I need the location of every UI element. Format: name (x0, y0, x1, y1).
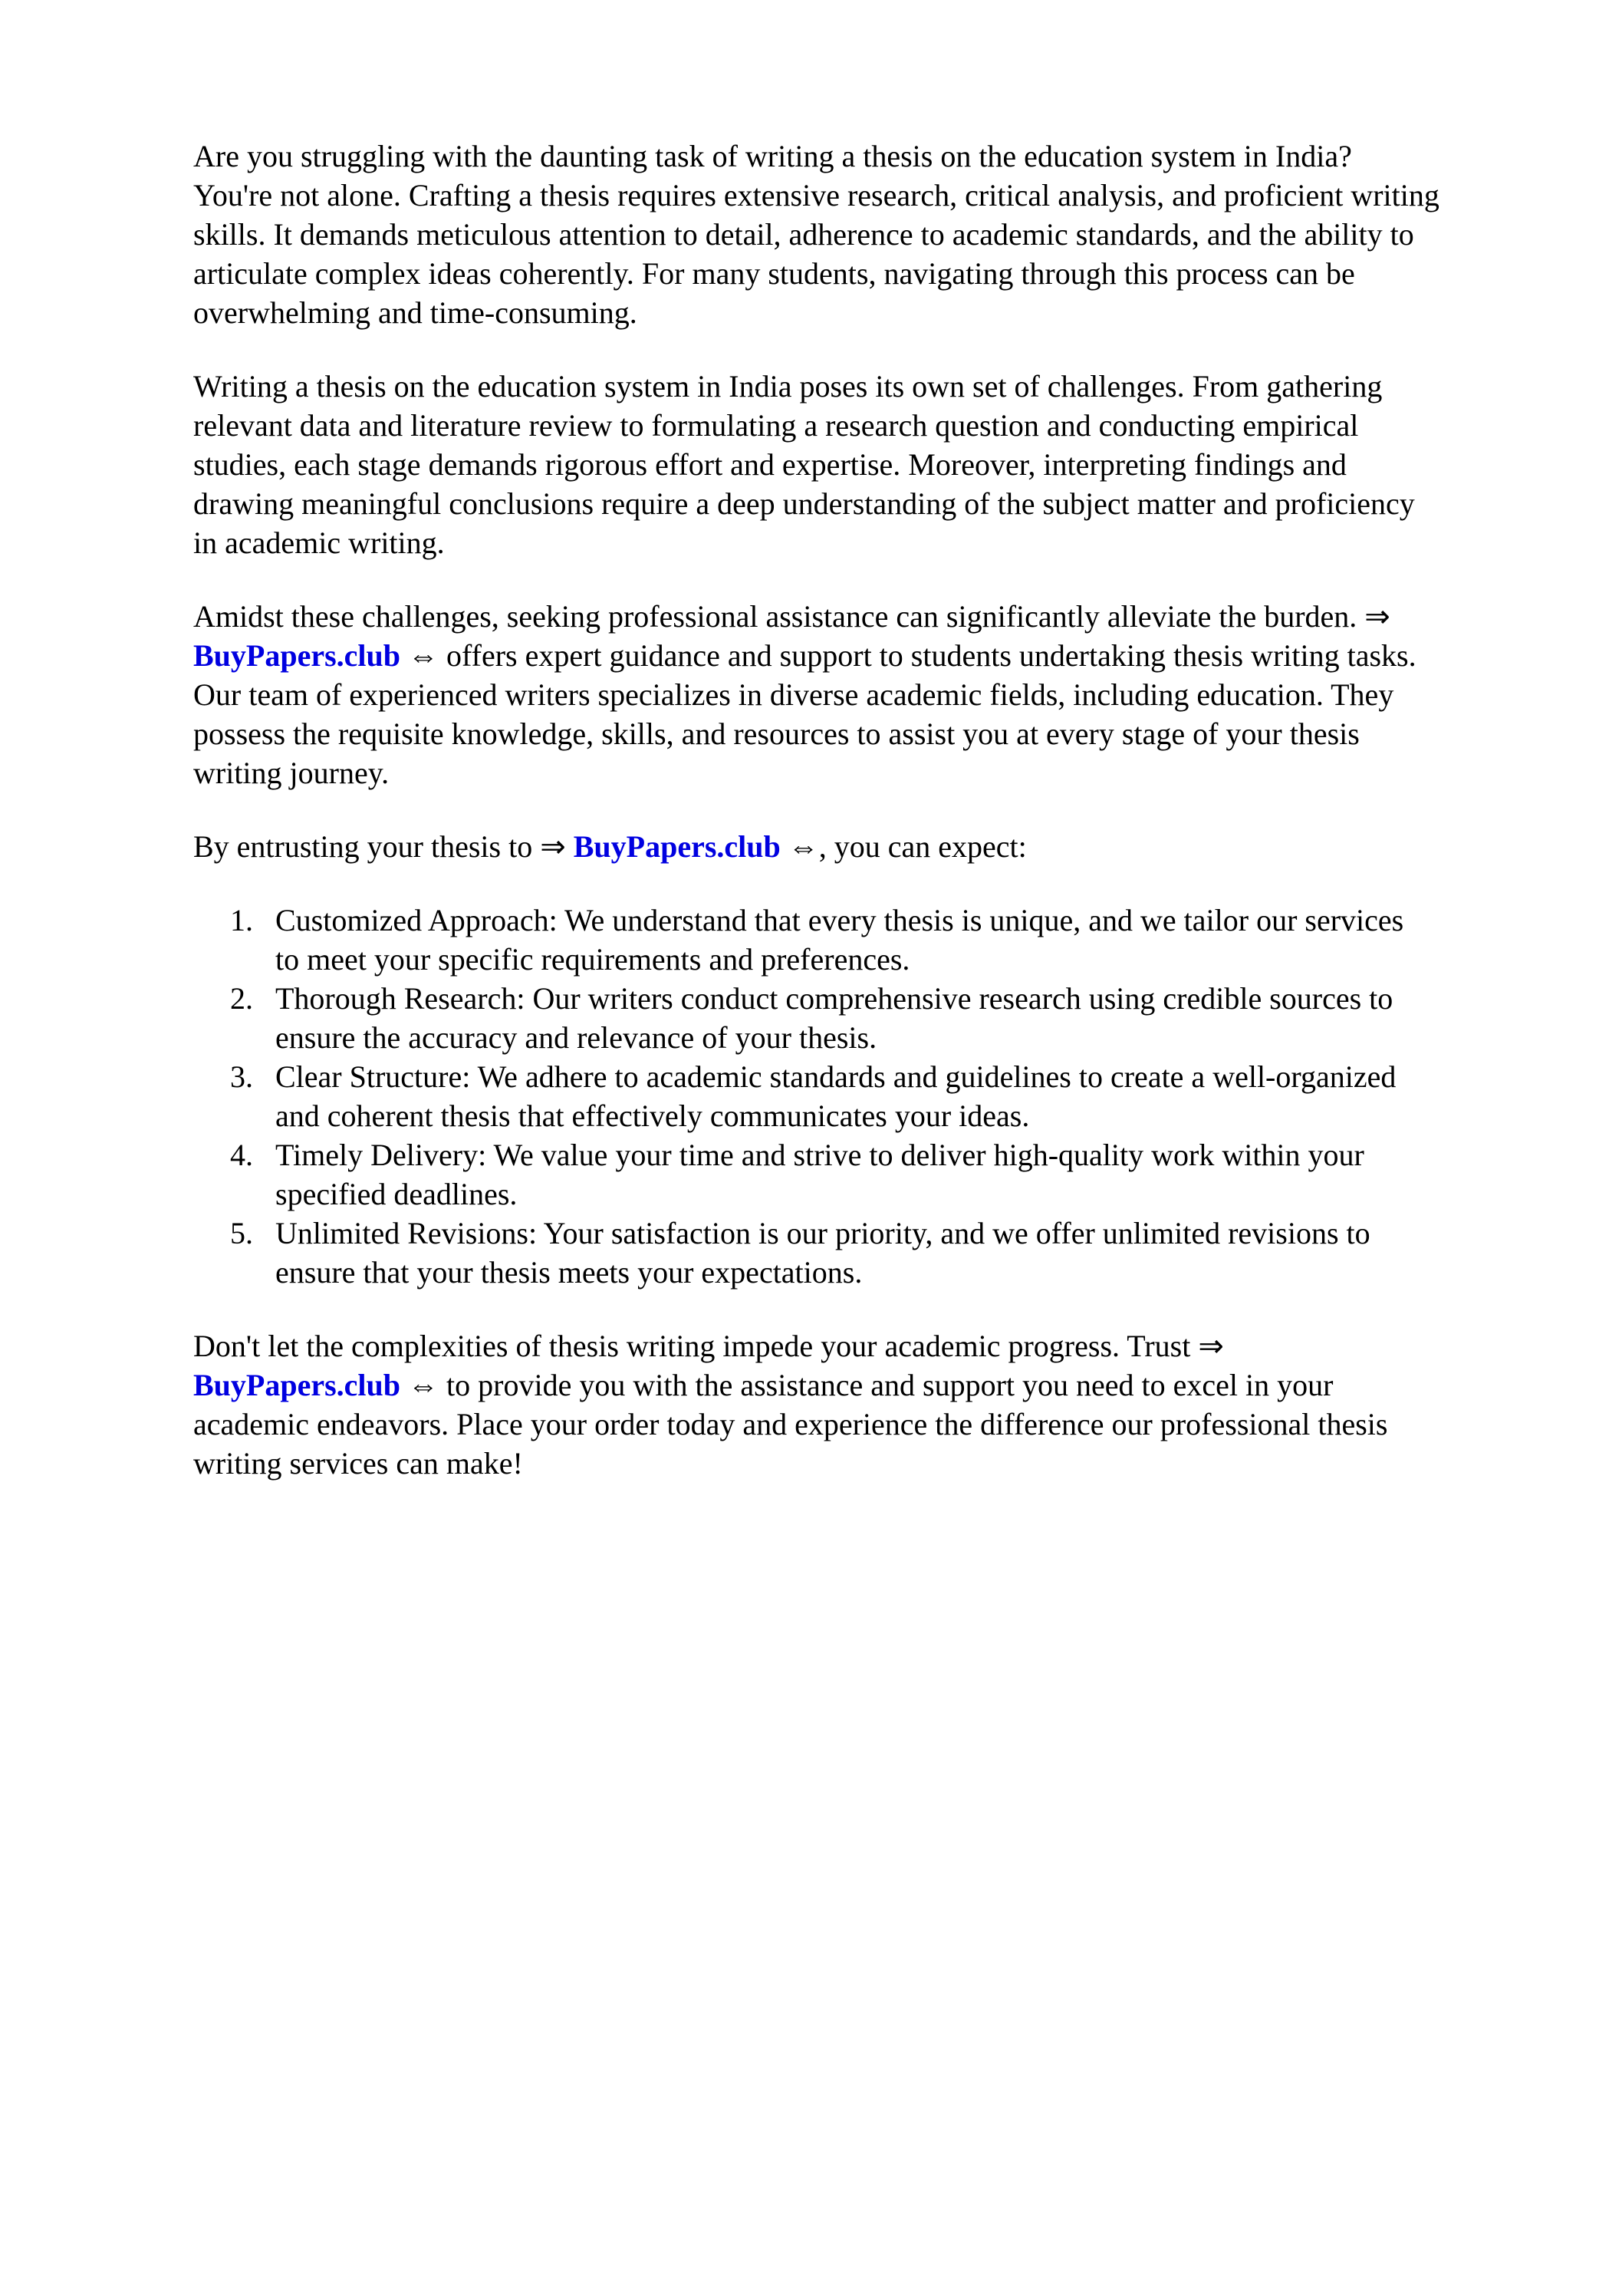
text-line: Unlimited Revisions: Your satisfaction is our priority, and we offer unlimited revisions to (275, 1216, 1370, 1250)
paragraph (193, 597, 1558, 792)
paragraph (193, 827, 1558, 866)
text-line (193, 254, 1558, 293)
text-segment: relevant data and literature review to formulating a research question and conducting empirical (193, 408, 1359, 443)
text-line (193, 137, 1558, 176)
intro-paragraphs (193, 137, 1558, 866)
text-line (193, 636, 1558, 675)
text-segment: You're not alone. Crafting a thesis requires extensive research, critical analysis, and proficient writing (193, 178, 1439, 212)
buypapers-link[interactable]: BuyPapers.club (193, 1368, 401, 1402)
list-number: 5. (230, 1216, 253, 1250)
text-segment: drawing meaningful conclusions require a deep understanding of the subject matter and proficiency (193, 486, 1415, 521)
text-line (193, 1405, 1558, 1444)
text-line (193, 675, 1558, 714)
list-item (193, 1057, 1558, 1135)
text-segment: studies, each stage demands rigorous effort and expertise. Moreover, interpreting findings and (193, 447, 1347, 482)
text-line: ensure that your thesis meets your expectations. (275, 1255, 863, 1290)
text-line (193, 1365, 1558, 1405)
text-line (193, 523, 1558, 562)
text-segment: overwhelming and time-consuming. (193, 295, 637, 330)
closing-paragraphs (193, 1326, 1558, 1483)
paragraph (193, 1326, 1558, 1483)
text-line: to meet your specific requirements and preferences. (275, 942, 910, 977)
buypapers-link[interactable]: BuyPapers.club (573, 829, 781, 864)
text-line (193, 367, 1558, 406)
list-number: 2. (230, 981, 253, 1016)
text-segment: Our team of experienced writers specializes in diverse academic fields, including education. They (193, 677, 1394, 712)
text-segment: Don't let the complexities of thesis writing impede your academic progress. Trust ⇒ (193, 1329, 1224, 1363)
text-segment: possess the requisite knowledge, skills, and resources to assist you at every stage of your thesis (193, 716, 1360, 751)
list-item (193, 1214, 1558, 1292)
text-line (193, 293, 1558, 332)
text-line: Timely Delivery: We value your time and strive to deliver high-quality work within your (275, 1138, 1364, 1172)
text-segment: articulate complex ideas coherently. For many students, navigating through this process can be (193, 256, 1355, 291)
text-line: Thorough Research: Our writers conduct comprehensive research using credible sources to (275, 981, 1393, 1016)
list-item (193, 979, 1558, 1057)
benefits-list (193, 901, 1558, 1292)
document-body (193, 137, 1558, 1517)
text-line: specified deadlines. (275, 1177, 518, 1211)
text-line (193, 176, 1558, 215)
text-line: Customized Approach: We understand that every thesis is unique, and we tailor our services (275, 903, 1404, 937)
text-segment: skills. It demands meticulous attention to detail, adherence to academic standards, and the ability to (193, 217, 1414, 252)
text-line (193, 1326, 1558, 1365)
list-number: 1. (230, 903, 253, 937)
text-segment: writing services can make! (193, 1446, 523, 1481)
list-item (193, 901, 1558, 979)
text-segment: in academic writing. (193, 525, 445, 560)
text-line: and coherent thesis that effectively communicates your ideas. (275, 1099, 1030, 1133)
text-line (193, 753, 1558, 792)
text-line: ensure the accuracy and relevance of your thesis. (275, 1020, 877, 1055)
text-segment: ⇔, you can expect: (780, 829, 1027, 864)
text-segment: Writing a thesis on the education system in India poses its own set of challenges. From gathering (193, 369, 1383, 404)
paragraph (193, 137, 1558, 332)
paragraph (193, 367, 1558, 562)
text-line: Clear Structure: We adhere to academic standards and guidelines to create a well-organized (275, 1059, 1397, 1094)
text-line (193, 714, 1558, 753)
text-segment: ⇔ to provide you with the assistance and support you need to excel in your (400, 1368, 1334, 1402)
text-line (193, 827, 1558, 866)
list-number: 3. (230, 1059, 253, 1094)
text-line (193, 484, 1558, 523)
text-segment: academic endeavors. Place your order today and experience the difference our professional thesis (193, 1407, 1388, 1441)
text-segment: ⇔ offers expert guidance and support to students undertaking thesis writing tasks. (400, 638, 1416, 673)
text-segment: Amidst these challenges, seeking professional assistance can significantly alleviate the burden. ⇒ (193, 599, 1390, 634)
text-line (193, 1444, 1558, 1483)
list-item (193, 1135, 1558, 1214)
text-segment: By entrusting your thesis to ⇒ (193, 829, 574, 864)
text-line (193, 406, 1558, 445)
list-number: 4. (230, 1138, 253, 1172)
text-line (193, 597, 1558, 636)
buypapers-link[interactable]: BuyPapers.club (193, 638, 401, 673)
text-line (193, 445, 1558, 484)
text-line (193, 215, 1558, 254)
text-segment: writing journey. (193, 756, 390, 790)
text-segment: Are you struggling with the daunting task of writing a thesis on the education system in India? (193, 139, 1352, 173)
